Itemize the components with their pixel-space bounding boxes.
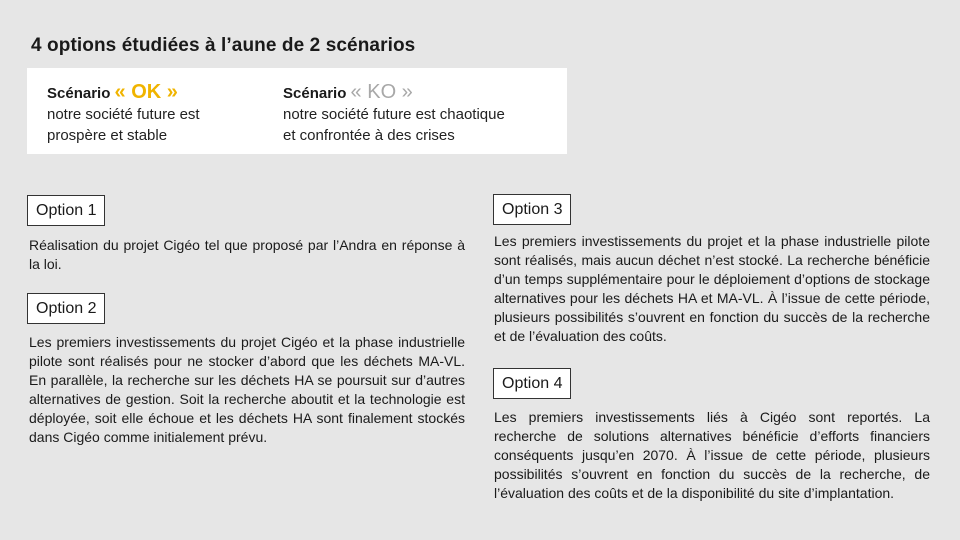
scenario-ok-tag: « OK » xyxy=(114,81,178,103)
option-4-text: Les premiers investissements liés à Cigéo sont reportés. La recherche de solutions alternatives bénéficie d’efforts financiers conséquents jusqu’en 2070. À l’issue de cette période, plusieurs possibilités s’ouvrent en fonction du succès de la recherche, de l’évaluation des coûts et de la disponibilité du site d’implantation. xyxy=(494,409,930,501)
scenario-ok-line1: notre société future est xyxy=(47,106,200,123)
page-title: 4 options étudiées à l’aune de 2 scénarios xyxy=(31,35,416,56)
scenario-ok xyxy=(47,82,200,146)
option-4-label: Option 4 xyxy=(493,368,571,399)
option-3-text: Les premiers investissements du projet et la phase industrielle pilote sont réalisés, mais aucun déchet n’est stocké. La recherche bénéficie d’un temps supplémentaire pour le déploiement d’options de stockage alternatives pour les déchets HA et MA-VL. À l’issue de cette période, plusieurs possibilités s’ouvrent en fonction du succès de la recherche et de l’évaluation des coûts. xyxy=(494,233,930,344)
option-3-label: Option 3 xyxy=(493,194,571,225)
scenario-ok-line2: prospère et stable xyxy=(47,127,168,144)
scenario-ko-prefix: Scénario xyxy=(283,85,347,102)
option-1-label: Option 1 xyxy=(27,195,105,226)
option-2-text: Les premiers investissements du projet Cigéo et la phase industrielle pilote sont réalisés pour ne stocker d’abord que les déchets MA-VL. En parallèle, la recherche sur les déchets HA se poursuit sur d’autres alternatives de gestion. Soit la recherche aboutit et la technologie est déployée, soit elle échoue et les déchets HA sont finalement stockés dans Cigéo comme initialement prévu. xyxy=(29,334,465,445)
scenario-ko-line1: notre société future est chaotique xyxy=(283,106,505,123)
scenario-ok-prefix: Scénario xyxy=(47,85,111,102)
option-1-text: Réalisation du projet Cigéo tel que proposé par l’Andra en réponse à la loi. xyxy=(29,237,465,272)
scenario-box xyxy=(27,68,567,154)
scenario-ko-tag: « KO » xyxy=(350,81,413,103)
option-2-label: Option 2 xyxy=(27,293,105,324)
scenario-ko-line2: et confrontée à des crises xyxy=(283,127,455,144)
scenario-ko xyxy=(283,82,505,146)
